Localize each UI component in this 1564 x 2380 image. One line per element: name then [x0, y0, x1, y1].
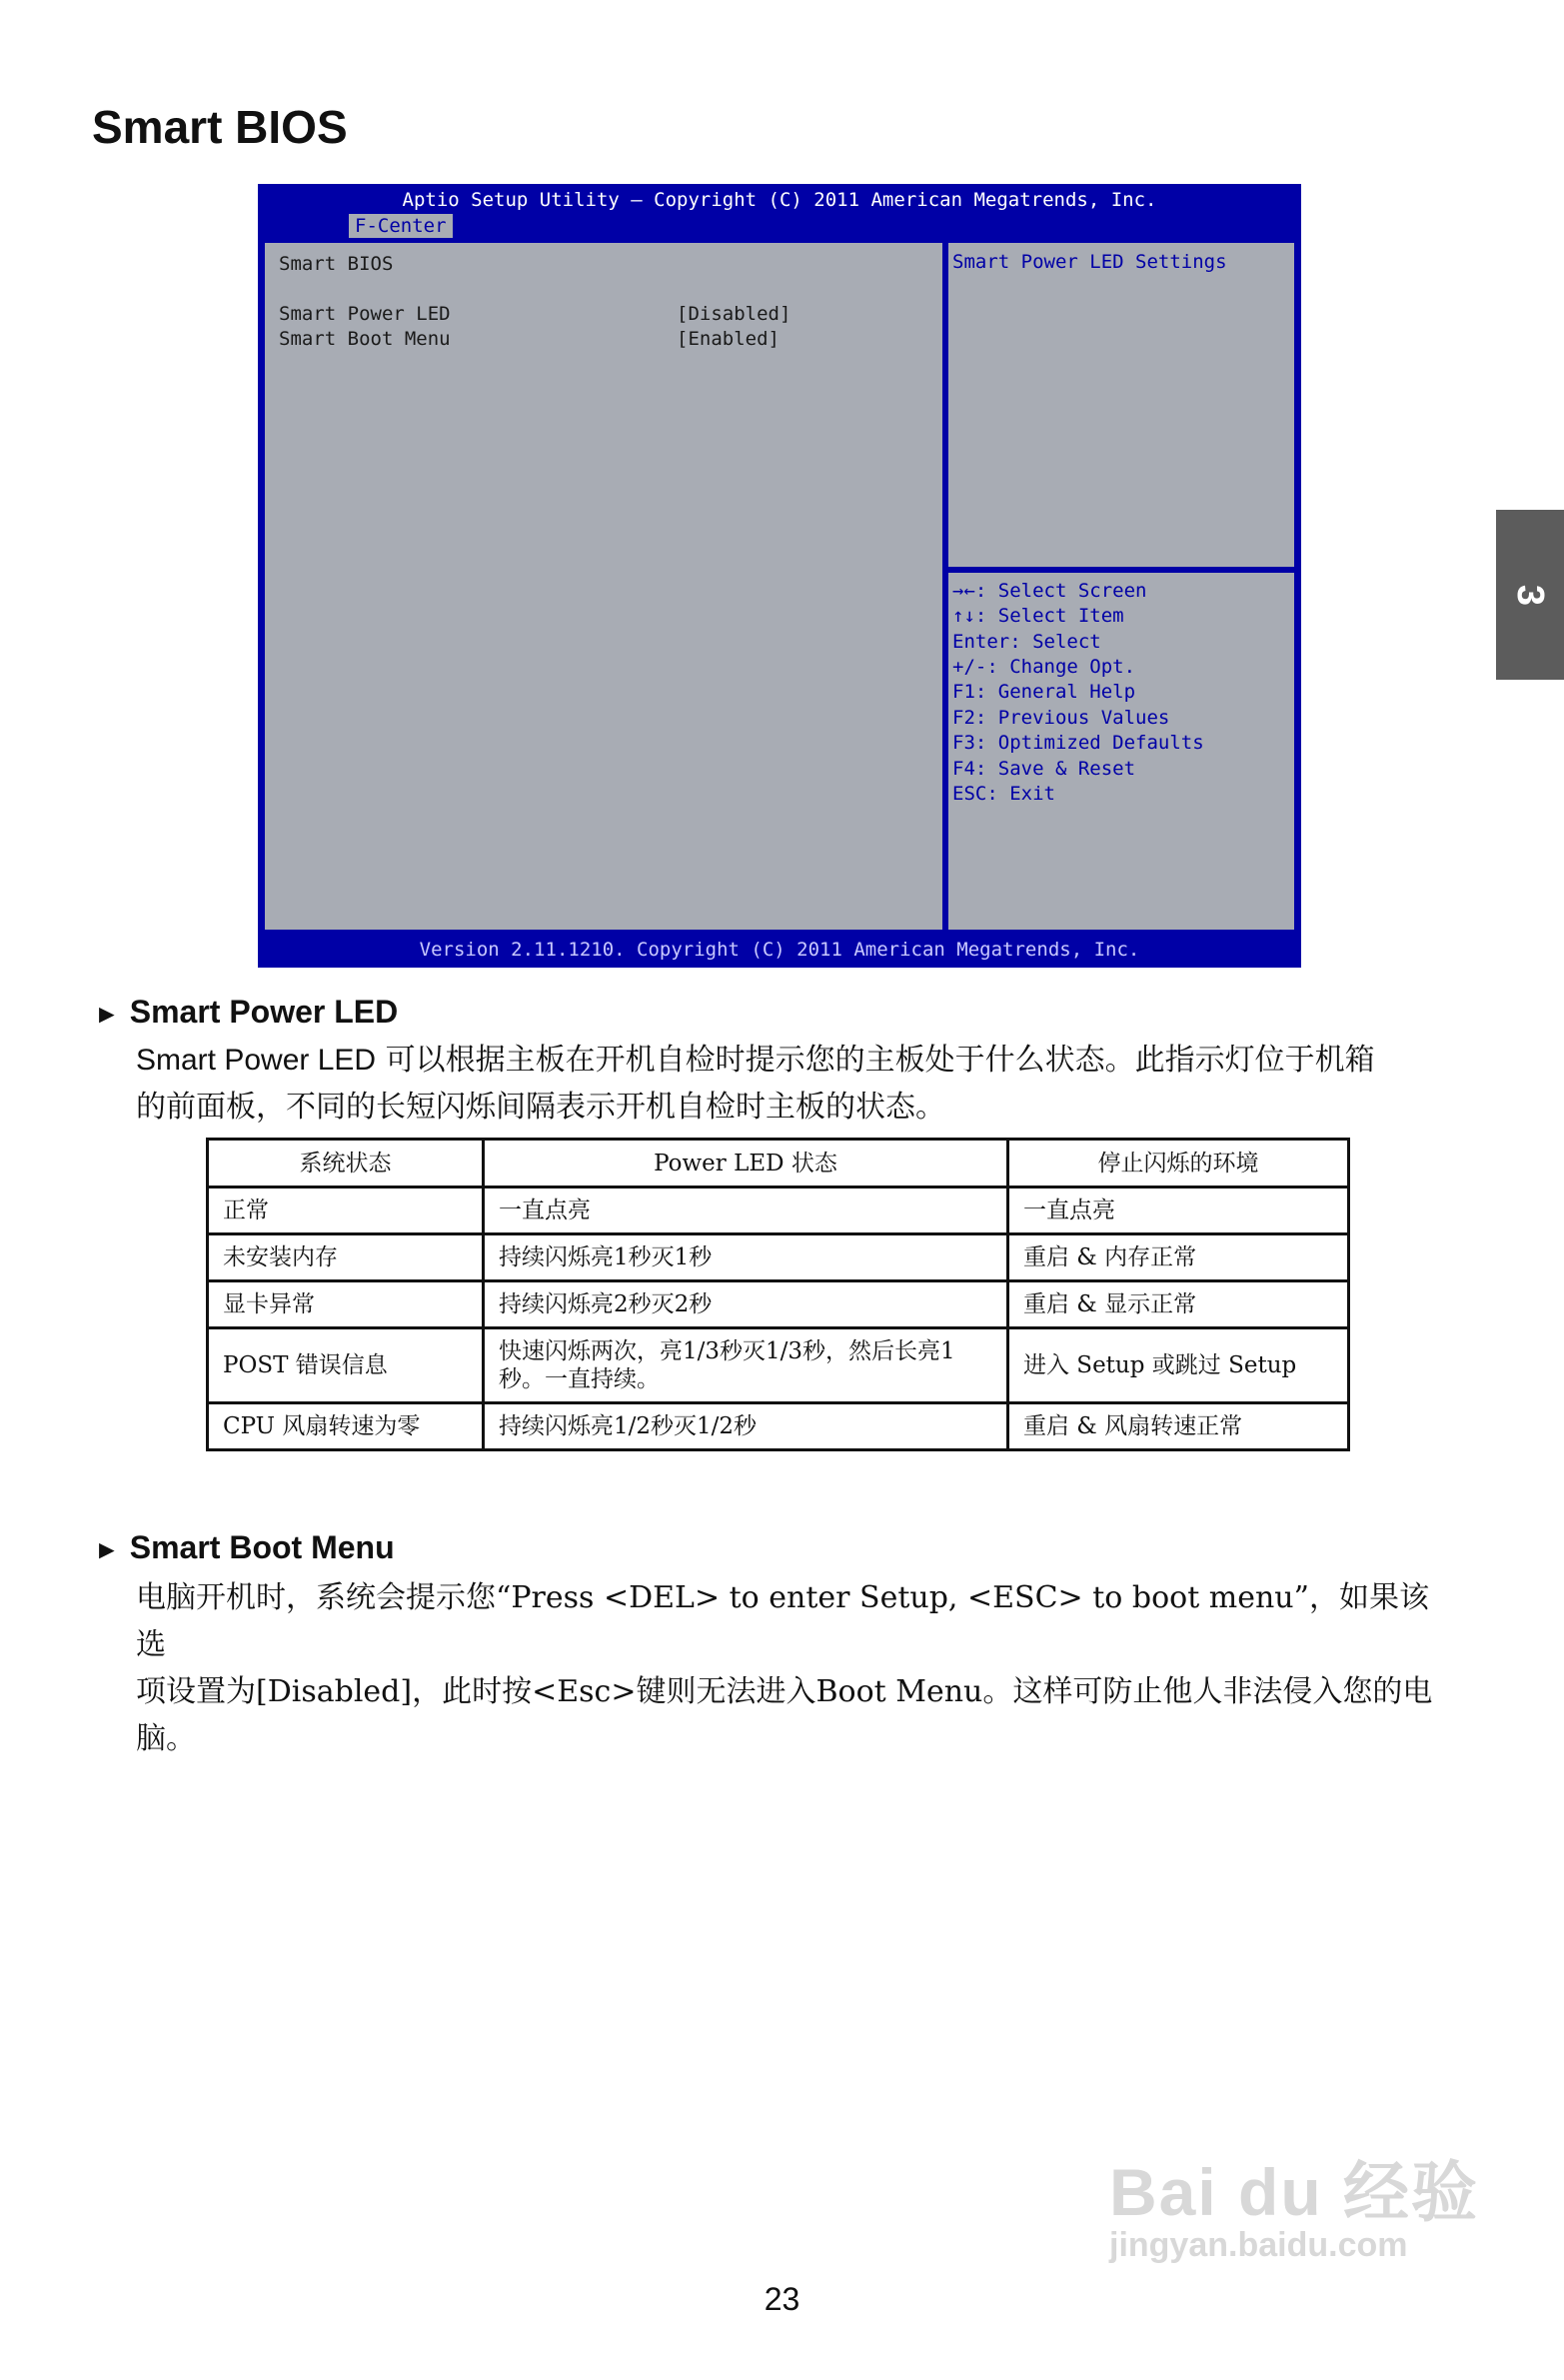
triangle-bullet-icon: ►: [94, 999, 120, 1029]
table-row: [208, 1281, 1349, 1328]
bios-item-value[interactable]: [Disabled]: [677, 303, 791, 325]
bios-screen: [258, 184, 1301, 968]
table-row: [208, 1328, 1349, 1403]
table-cell: 未安装内存: [208, 1234, 484, 1281]
table-cell: 快速闪烁两次，亮1/3秒灭1/3秒，然后长亮1秒。一直持续。: [484, 1328, 1008, 1403]
page-title: Smart BIOS: [92, 101, 348, 153]
bios-section-title: Smart BIOS: [279, 253, 394, 275]
bios-item-label: Smart Boot Menu: [279, 328, 451, 350]
table-header: Power LED 状态: [484, 1140, 1008, 1188]
key-help-line: →←: Select Screen: [952, 580, 1147, 602]
chapter-tab: [1496, 510, 1564, 680]
section-heading-smart-boot-menu: [94, 1529, 395, 1566]
page-number: 23: [764, 2281, 800, 2317]
bios-footer: Version 2.11.1210. Copyright (C) 2011 American Megatrends, Inc.: [419, 939, 1140, 961]
key-help-line: F1: General Help: [952, 681, 1136, 703]
chapter-number: 3: [1509, 584, 1552, 606]
key-help-line: ESC: Exit: [952, 783, 1055, 805]
bios-main-panel: [262, 240, 945, 933]
table-header-row: [208, 1140, 1349, 1188]
table-cell: 进入 Setup 或跳过 Setup: [1008, 1328, 1349, 1403]
boot-paragraph-line1: 电脑开机时，系统会提示您“Press <DEL> to enter Setup, <ESC> to boot menu”，如果该选: [136, 1580, 1429, 1662]
boot-paragraph-line2: 项设置为[Disabled]，此时按<Esc>键则无法进入Boot Menu。这样可防止他人非法侵入您的电: [136, 1674, 1433, 1709]
key-help-line: F3: Optimized Defaults: [952, 732, 1204, 754]
triangle-bullet-icon: ►: [94, 1534, 120, 1564]
table-cell: 持续闪烁亮1秒灭1秒: [484, 1234, 1008, 1281]
section-heading-text: Smart Power LED: [129, 994, 399, 1030]
led-paragraph-line2: 的前面板，不同的长短闪烁间隔表示开机自检时主板的状态。: [136, 1090, 945, 1125]
bios-title: Aptio Setup Utility – Copyright (C) 2011 American Megatrends, Inc.: [402, 189, 1157, 211]
key-help-line: F2: Previous Values: [952, 707, 1170, 729]
table-row: [208, 1188, 1349, 1234]
table-row: [208, 1403, 1349, 1450]
watermark-url: jingyan.baidu.com: [1109, 2226, 1408, 2264]
watermark-brand: Bai du 经验: [1109, 2155, 1480, 2229]
bios-body: [262, 240, 1297, 933]
boot-paragraph: [136, 1574, 1455, 1762]
bios-item-help-panel: [945, 240, 1297, 570]
table-cell: 持续闪烁亮1/2秒灭1/2秒: [484, 1403, 1008, 1450]
bios-tab-f-center[interactable]: F-Center: [349, 214, 453, 238]
led-paragraph: [136, 1037, 1455, 1131]
key-help-line: ↑↓: Select Item: [952, 605, 1124, 627]
table-cell: 一直点亮: [1008, 1188, 1349, 1234]
led-status-table: [206, 1138, 1350, 1451]
table-cell: 重启 & 显示正常: [1008, 1281, 1349, 1328]
table-cell: 显卡异常: [208, 1281, 484, 1328]
table-cell: 持续闪烁亮2秒灭2秒: [484, 1281, 1008, 1328]
table-cell: 重启 & 内存正常: [1008, 1234, 1349, 1281]
table-cell: POST 错误信息: [208, 1328, 484, 1403]
section-heading-smart-power-led: [94, 994, 398, 1031]
led-paragraph-line1: 可以根据主板在开机自检时提示您的主板处于什么状态。此指示灯位于机箱: [376, 1043, 1375, 1078]
table-cell: 重启 & 风扇转速正常: [1008, 1403, 1349, 1450]
bios-item-label: Smart Power LED: [279, 303, 451, 325]
section-heading-text: Smart Boot Menu: [129, 1529, 395, 1565]
bios-item-value[interactable]: [Enabled]: [677, 328, 780, 350]
key-help-line: Enter: Select: [952, 631, 1101, 653]
bios-item-help: Smart Power LED Settings: [952, 251, 1227, 273]
table-cell: 一直点亮: [484, 1188, 1008, 1234]
table-cell: 正常: [208, 1188, 484, 1234]
boot-paragraph-line3: 脑。: [136, 1721, 196, 1756]
baidu-watermark: [1109, 2139, 1479, 2265]
table-header: 停止闪烁的环境: [1008, 1140, 1349, 1188]
table-header: 系统状态: [208, 1140, 484, 1188]
led-paragraph-lead: Smart Power LED: [136, 1044, 377, 1077]
bios-key-help-panel: [945, 570, 1297, 933]
key-help-line: +/-: Change Opt.: [952, 656, 1136, 678]
table-row: [208, 1234, 1349, 1281]
key-help-line: F4: Save & Reset: [952, 758, 1136, 780]
table-cell: CPU 风扇转速为零: [208, 1403, 484, 1450]
